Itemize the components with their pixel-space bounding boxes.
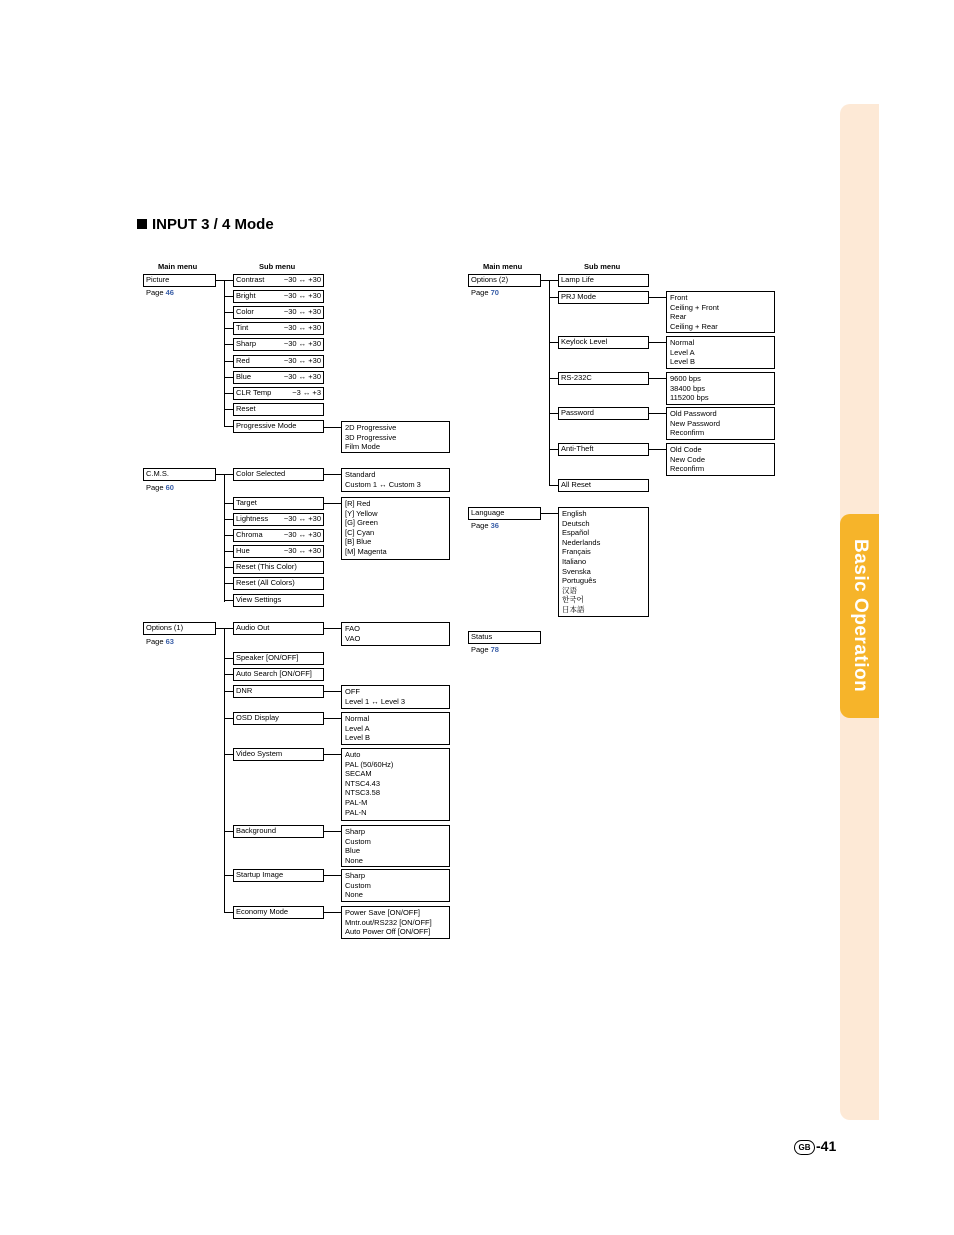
square-bullet-icon [137, 219, 147, 229]
pic-item[interactable]: Progressive Mode [233, 420, 324, 433]
progressive-options: 2D Progressive 3D Progressive Film Mode [341, 421, 450, 453]
pic-item[interactable]: Red −30 ↔ +30 [233, 355, 324, 368]
page-ref-status: Page 78 [471, 645, 499, 654]
menu-picture[interactable]: Picture [143, 274, 216, 287]
cms-item[interactable]: Chroma −30 ↔ +30 [233, 529, 324, 542]
main-menu-header-right: Main menu [483, 262, 523, 271]
password-options: Old Password New Password Reconfirm [666, 407, 775, 440]
cms-item[interactable]: Color Selected [233, 468, 324, 481]
cms-item[interactable]: Reset (All Colors) [233, 577, 324, 590]
cms-item[interactable]: Hue −30 ↔ +30 [233, 545, 324, 558]
opt1-item[interactable]: Speaker [ON/OFF] [233, 652, 324, 665]
opt2-item[interactable]: RS-232C [558, 372, 649, 385]
opt1-item[interactable]: Audio Out [233, 622, 324, 635]
video-system-options: Auto PAL (50/60Hz) SECAM NTSC4.43 NTSC3.58 PAL-M PAL-N [341, 748, 450, 821]
pic-item[interactable]: Sharp −30 ↔ +30 [233, 338, 324, 351]
color-selected-options: Standard Custom 1 ↔ Custom 3 [341, 468, 450, 492]
opt1-item[interactable]: Economy Mode [233, 906, 324, 919]
audio-out-options: FAO VAO [341, 622, 450, 646]
keylock-level-options: Normal Level A Level B [666, 336, 775, 369]
menu-options2[interactable]: Options (2) [468, 274, 541, 287]
menu-status[interactable]: Status [468, 631, 541, 644]
cms-item[interactable]: Reset (This Color) [233, 561, 324, 574]
pic-item[interactable]: Color −30 ↔ +30 [233, 306, 324, 319]
opt2-item[interactable]: Anti-Theft [558, 443, 649, 456]
pic-item[interactable]: Tint −30 ↔ +30 [233, 322, 324, 335]
sub-menu-header-right: Sub menu [584, 262, 621, 271]
pic-item[interactable]: Reset [233, 403, 324, 416]
gb-badge-icon: GB [794, 1140, 815, 1155]
page-ref-options1: Page 63 [146, 637, 174, 646]
pic-item[interactable]: Contrast −30 ↔ +30 [233, 274, 324, 287]
page-ref-language: Page 36 [471, 521, 499, 530]
economy-mode-options: Power Save [ON/OFF] Mntr.out/RS232 [ON/OFF] Auto Power Off [ON/OFF] [341, 906, 450, 939]
rs232c-options: 9600 bps 38400 bps 115200 bps [666, 372, 775, 405]
page-ref-picture: Page 46 [146, 288, 174, 297]
main-menu-header-left: Main menu [158, 262, 198, 271]
page-number: GB -41 [794, 1138, 836, 1155]
opt1-item[interactable]: OSD Display [233, 712, 324, 725]
opt1-item[interactable]: Startup Image [233, 869, 324, 882]
language-options: English Deutsch Español Nederlands Français Italiano Svenska Português 汉语 한국어 日本語 [558, 507, 649, 617]
section-title: INPUT 3 / 4 Mode [137, 216, 274, 233]
chapter-tab-label: Basic Operation [850, 539, 871, 693]
pic-item[interactable]: CLR Temp −3 ↔ +3 [233, 387, 324, 400]
menu-language[interactable]: Language [468, 507, 541, 520]
pic-item[interactable]: Bright −30 ↔ +30 [233, 290, 324, 303]
opt2-item[interactable]: Password [558, 407, 649, 420]
pic-item[interactable]: Blue −30 ↔ +30 [233, 371, 324, 384]
menu-options1[interactable]: Options (1) [143, 622, 216, 635]
opt2-item[interactable]: PRJ Mode [558, 291, 649, 304]
opt2-item[interactable]: All Reset [558, 479, 649, 492]
target-options: [R] Red [Y] Yellow [G] Green [C] Cyan [B] Blue [M] Magenta [341, 497, 450, 560]
opt1-item[interactable]: DNR [233, 685, 324, 698]
cms-item[interactable]: Target [233, 497, 324, 510]
background-options: Sharp Custom Blue None [341, 825, 450, 867]
cms-item[interactable]: View Settings [233, 594, 324, 607]
opt2-item[interactable]: Lamp Life [558, 274, 649, 287]
page-ref-cms: Page 60 [146, 483, 174, 492]
opt1-item[interactable]: Video System [233, 748, 324, 761]
startup-image-options: Sharp Custom None [341, 869, 450, 902]
cms-item[interactable]: Lightness −30 ↔ +30 [233, 513, 324, 526]
anti-theft-options: Old Code New Code Reconfirm [666, 443, 775, 476]
opt1-item[interactable]: Auto Search [ON/OFF] [233, 668, 324, 681]
page-ref-options2: Page 70 [471, 288, 499, 297]
opt1-item[interactable]: Background [233, 825, 324, 838]
osd-display-options: Normal Level A Level B [341, 712, 450, 745]
dnr-options: OFF Level 1 ↔ Level 3 [341, 685, 450, 709]
menu-cms[interactable]: C.M.S. [143, 468, 216, 481]
prj-mode-options: Front Ceiling + Front Rear Ceiling + Rear [666, 291, 775, 333]
sub-menu-header-left: Sub menu [259, 262, 296, 271]
opt2-item[interactable]: Keylock Level [558, 336, 649, 349]
